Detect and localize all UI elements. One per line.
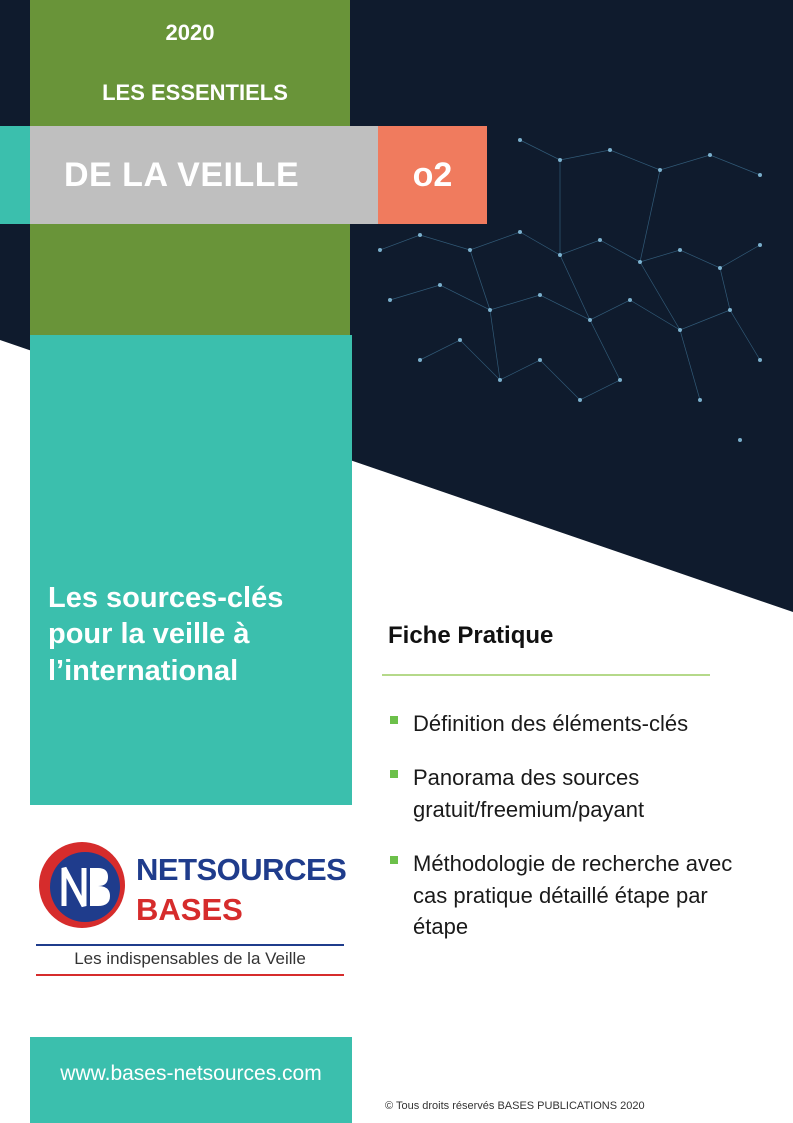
netsources-logo <box>36 840 347 980</box>
series-title-bar <box>30 126 378 224</box>
bullet-square-icon <box>390 770 398 778</box>
feature-list <box>388 708 758 965</box>
fiche-heading: Fiche Pratique <box>388 622 554 649</box>
bullet-square-icon <box>390 716 398 724</box>
document-subject: Les sources-clés pour la veille à l’international <box>48 582 284 687</box>
bullet-square-icon <box>390 856 398 864</box>
logo-rule-bottom <box>36 974 344 976</box>
subject-teal-panel <box>30 335 352 805</box>
feature-text: Panorama des sources gratuit/freemium/payant <box>413 764 645 822</box>
feature-text: Définition des éléments-clés <box>413 711 689 736</box>
nb-monogram-icon <box>50 852 120 922</box>
fiche-divider <box>382 674 710 676</box>
logo-emblem-icon <box>39 842 125 928</box>
teal-accent-tab <box>0 126 30 224</box>
feature-item <box>388 762 758 826</box>
feature-text: Méthodologie de recherche avec cas pratique détaillé étape par étape <box>413 850 733 940</box>
issue-number: o2 <box>412 155 453 194</box>
series-title-line1: LES ESSENTIELS <box>102 80 288 105</box>
website-url: www.bases-netsources.com <box>60 1062 322 1085</box>
edition-year: 2020 <box>165 20 215 45</box>
logo-wordmark-line1: NETSOURCES <box>136 852 347 887</box>
feature-item <box>388 848 758 944</box>
series-title-line2: DE LA VEILLE <box>64 155 300 194</box>
logo-tagline: Les indispensables de la Veille <box>74 949 306 968</box>
logo-wordmark-line2: BASES <box>136 892 243 927</box>
copyright-notice: © Tous droits réservés BASES PUBLICATIONS 2020 <box>385 1100 645 1112</box>
logo-rule-top <box>36 944 344 946</box>
issue-number-box <box>378 126 487 224</box>
feature-item <box>388 708 758 740</box>
